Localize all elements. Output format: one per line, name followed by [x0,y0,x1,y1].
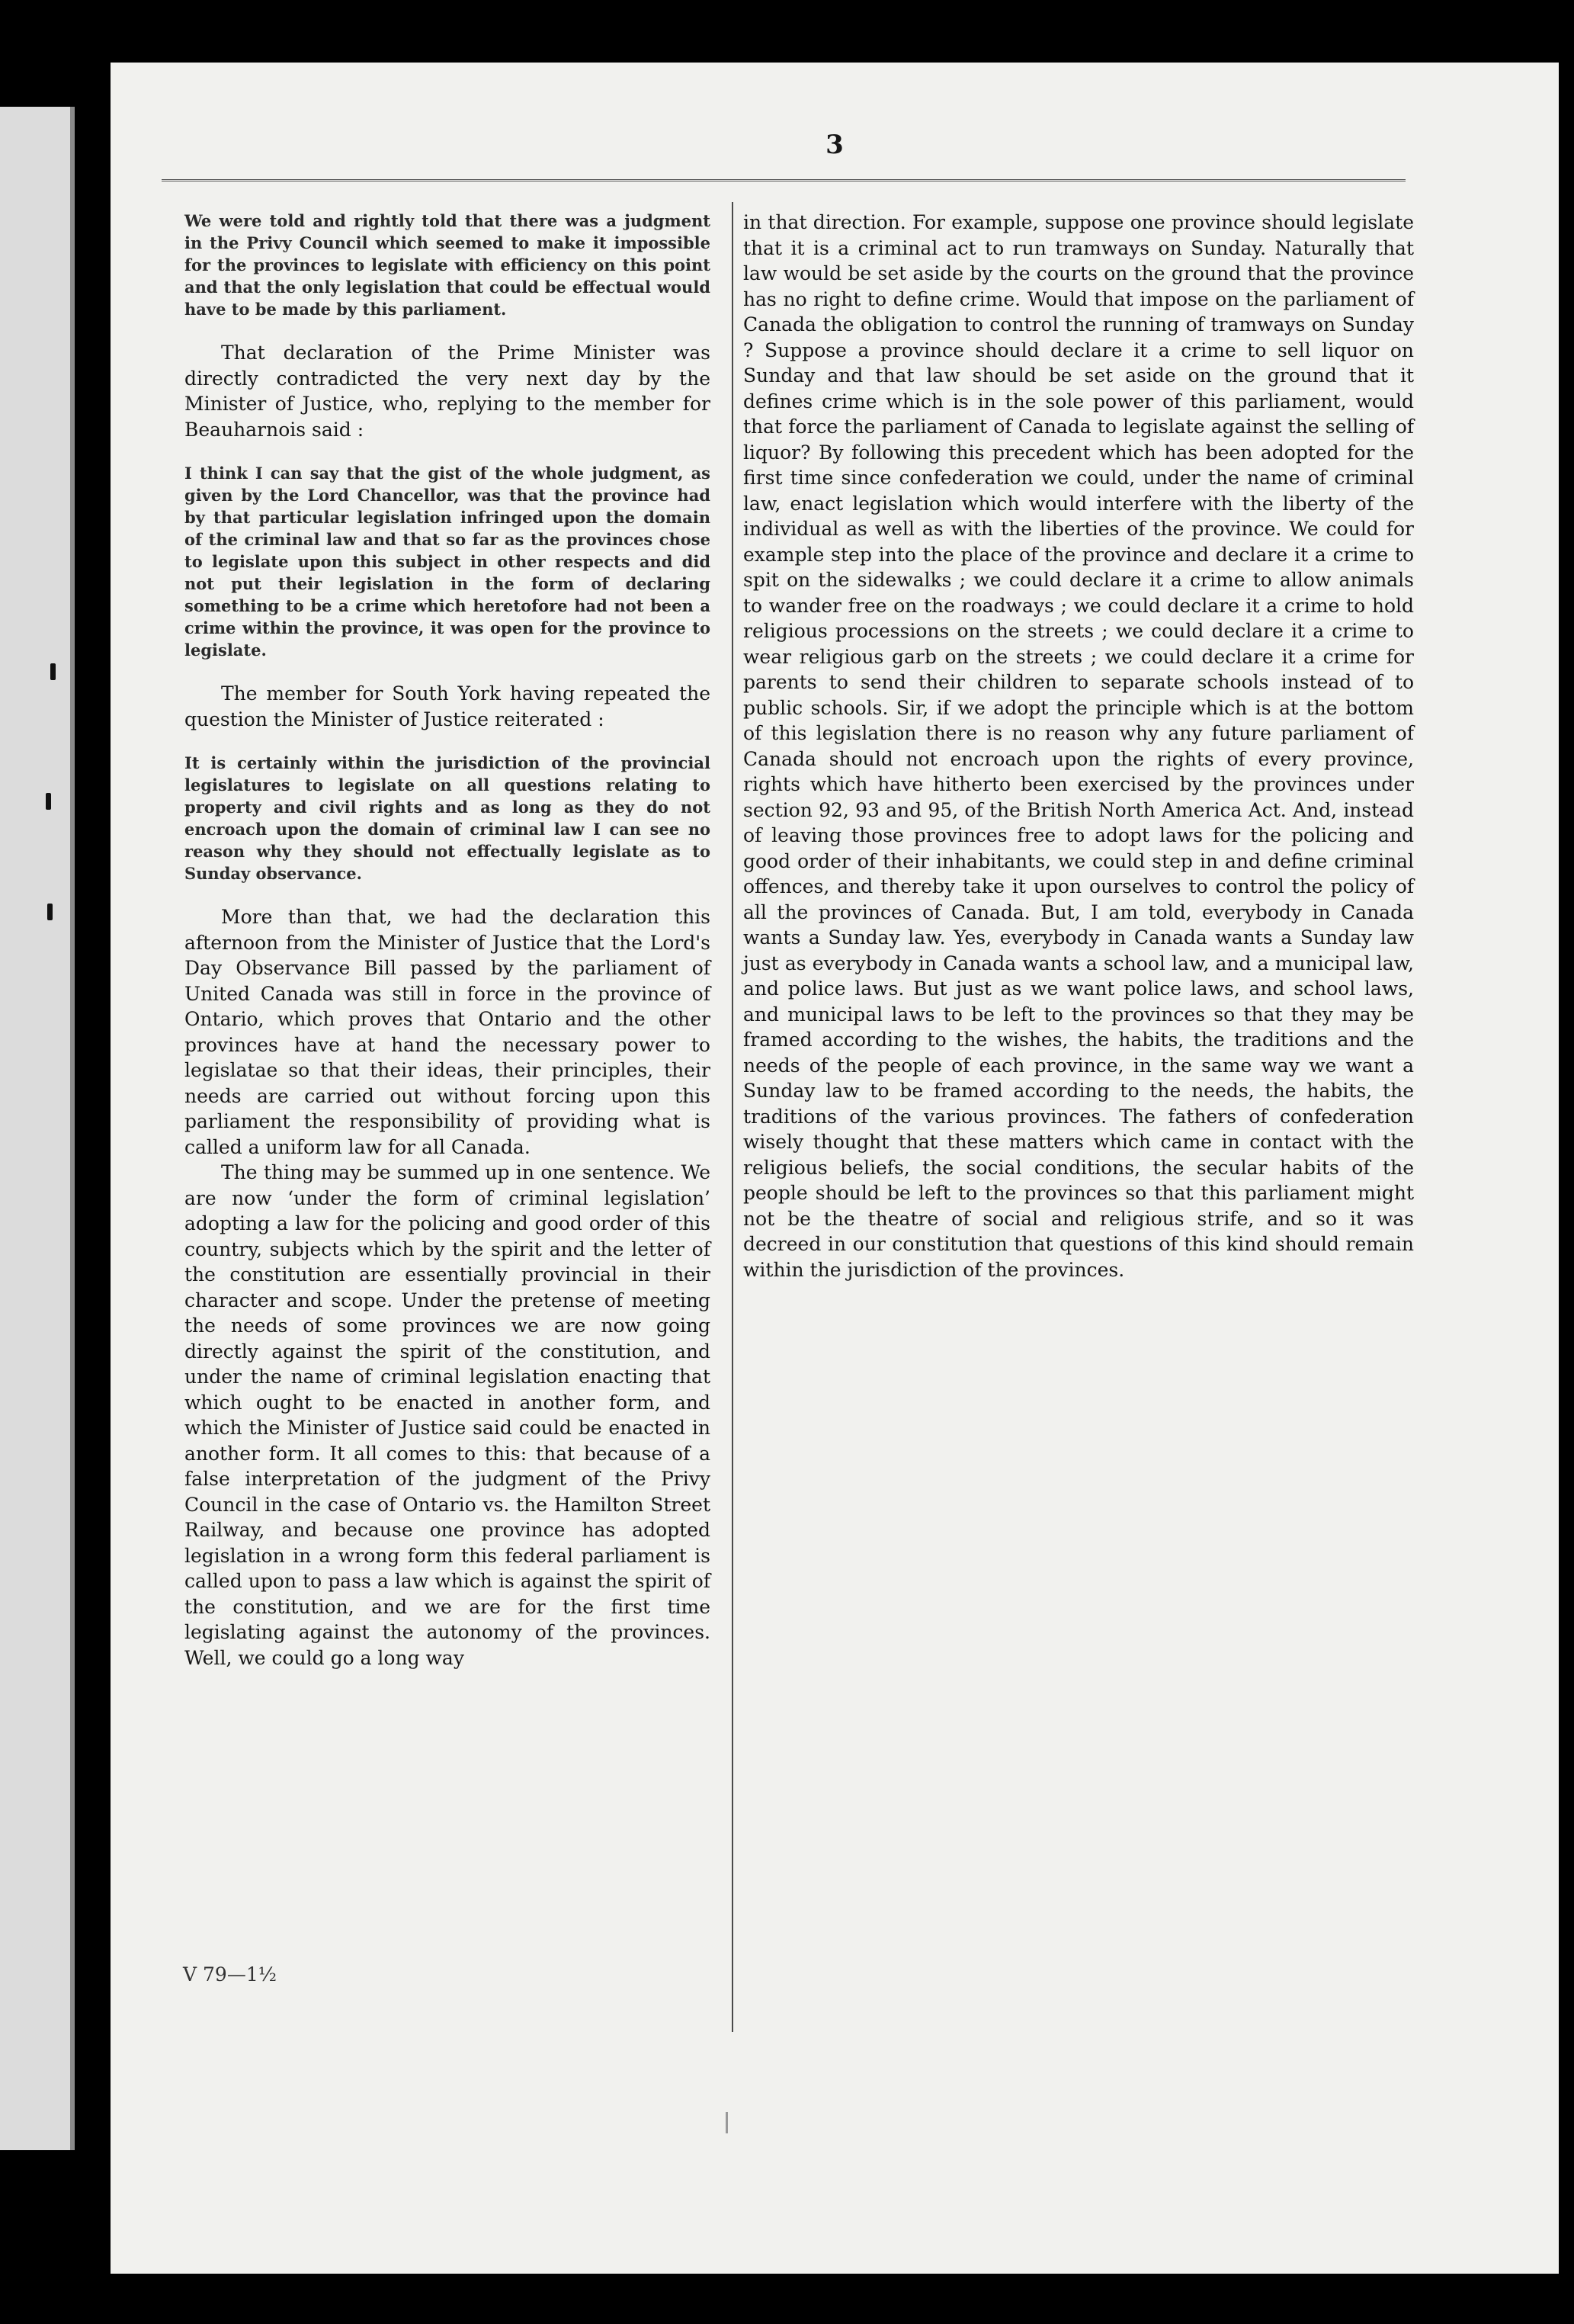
paragraph: More than that, we had the declaration this afternoon from the Minister of Justice that the Lord's Day Observance Bill passed by the parliament of United Canada was still in force in the province of Ontario, which proves that Ontario and the other provinces have at hand the necessary power to legislatae so that their ideas, their principles, their needs are carried out without forcing upon this parliament the responsibility of providing what is called a uniform law for all Canada. [184,906,710,1158]
page-mark [726,2112,728,2133]
header-rule [162,179,1406,185]
printer-signature: V 79—1½ [183,1963,277,1985]
paragraph: The thing may be summed up in one sentence. We are now ‘under the form of criminal legislation’ adopting a law for the policing and good order of this country, subjects which by the spirit and the letter of the constitution are essentially provincial in their character and scope. Under the pretense of meeting the needs of some provinces we are now going directly against the spirit of the constitution, and under the name of criminal legislation enacting that which ought to be enacted in another form, and which the Minister of Justice said could be enacted in another form. It all comes to this: that because of a false interpretation of the judgment of the Privy Council in the case of Ontario vs. the Hamilton Street Railway, and because one province has adopted legislation in a wrong form this federal parliament is called upon to pass a law which is against the spirit of the constitution, and we are for the first time legislating against the autonomy of the provinces. Well, we could go a long way [184,1161,710,1669]
binding-mark [50,663,56,680]
binding-mark [47,904,53,920]
quote-prime-minister: We were told and rightly told that there was a judgment in the Privy Council which seemed to make it impossible for the provinces to legislate with efficiency on this point and that the only legislation that could be effectual would have to be made by this parliament. [184,211,710,319]
quote-minister-of-justice: I think I can say that the gist of the whole judgment, as given by the Lord Chancellor, was that the province had by that particular legislation infringed upon the domain of the criminal law and that so far as the provinces chose to legislate upon this subject in other respects and did not put their legislation in the form of declaring something to be a crime which heretofore had not been a crime within the province, it was open for the province to legislate. [184,464,710,660]
binding-mark [46,793,51,810]
paragraph-continued: in that direction. For example, suppose one province should legislate that it is a criminal act to run tramways on Sunday. Naturally that law would be set aside by the courts on the ground that the province has no right to define crime. Would that impose on the parliament of Canada the obligation to control the running of tramways on Sunday ? Suppose a province should declare it a crime to sell liquor on Sunday and that law should be set aside on the ground that it defines crime which is in the sole power of this parliament, would that force the parliament of Canada to legislate against the selling of liquor? By following this precedent which has been adopted for the first time since confederation we could, under the name of criminal law, enact legislation which would interfere with the liberty of the individual as well as with the liberties of the province. We could for example step into the place of the province and declare it a crime to spit on the sidewalks ; we could declare it a crime to allow animals to wander free on the roadways ; we could declare it a crime to hold religious processions on the streets ; we could declare it a crime to wear religious garb on the streets ; we could declare it a crime for parents to send their children to separate schools instead of to public schools. Sir, if we adopt the principle which is at the bottom of this legislation there is no reason why any future parliament of Canada should not encroach upon the rights of every province, rights which have hitherto been exercised by the provinces under section 92, 93 and 95, of the British North America Act. And, instead of leaving those provinces free to adopt laws for the policing and good order of their inhabitants, we could step in and define criminal offences, and thereby take it upon ourselves to control the policy of all the provinces of Canada. But, I am told, everybody in Canada wants a Sunday law. Yes, everybody in Canada wants a Sunday law just as everybody in Canada wants a school law, and a municipal law, and police laws. But just as we want police laws, and school laws, and municipal laws to be left to the provinces so that they may be framed according to the wishes, the habits, the traditions and the needs of the people of each province, in the same way we want a Sunday law to be framed according to the needs, the habits, the traditions of the various provinces. The fathers of confederation wisely thought that these matters which came in contact with the religious beliefs, the social conditions, the secular habits of the people should be left to the provinces so that this parliament might not be the theatre of social and religious strife, and so it was decreed in our constitution that questions of this kind should remain within the jurisdiction of the provinces. [743,211,1414,1281]
quote-minister-of-justice-reiterated: It is certainly within the jurisdiction of the provincial legislatures to legislate on all questions relating to property and civil rights and as long as they do not encroach upon the domain of criminal law I can see no reason why they should not effectually legislate as to Sunday observance. [184,753,710,883]
previous-page-edge [0,107,75,2150]
right-column [743,210,1414,1282]
page-number: 3 [825,130,844,160]
column-divider [732,202,733,2032]
paragraph: The member for South York having repeated the question the Minister of Justice reiterated : [184,682,710,730]
paragraph: That declaration of the Prime Minister was directly contradicted the very next day by the Minister of Justice, who, replying to the member for Beauharnois said : [184,342,710,441]
left-column [184,210,710,1671]
